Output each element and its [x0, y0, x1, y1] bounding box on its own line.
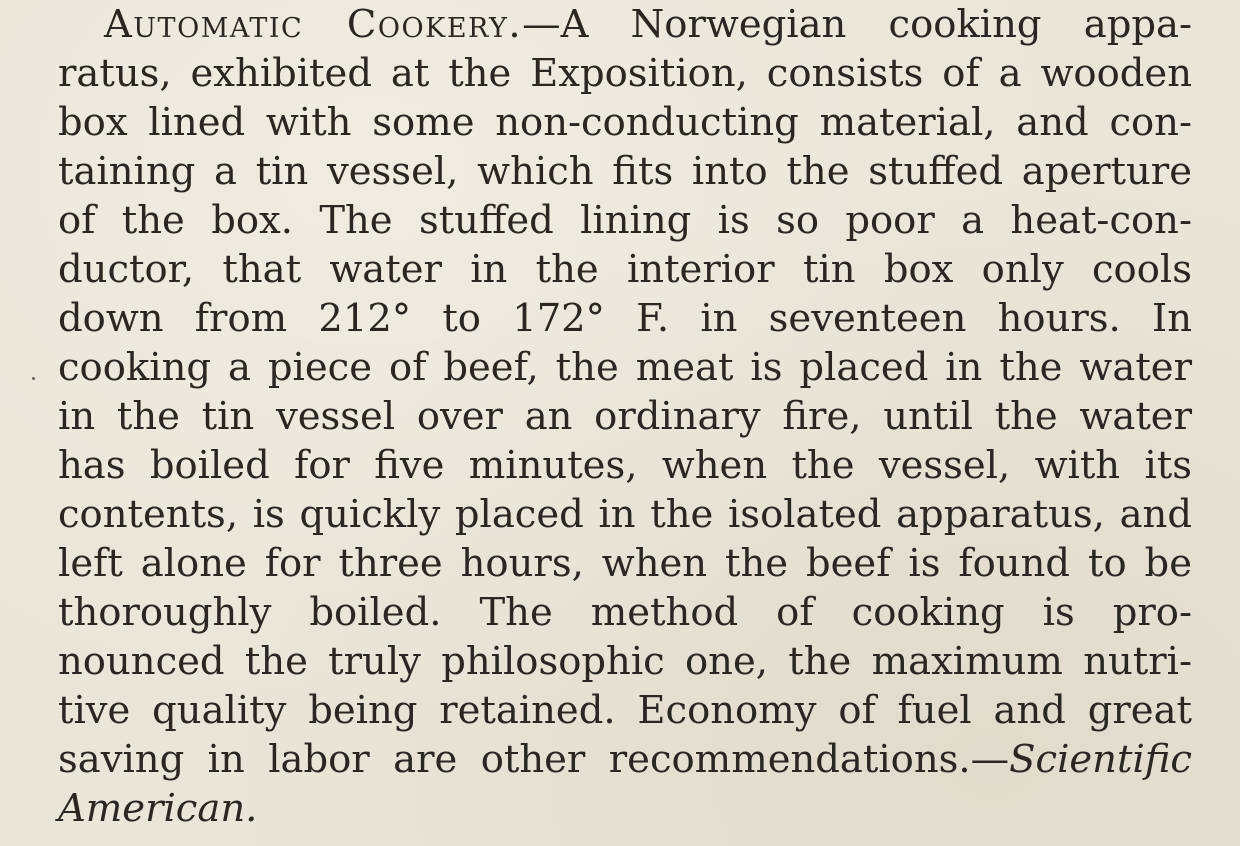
article-line-14: nounced the truly philosophic one, the maximum nutri- [58, 639, 1192, 684]
article-line-2: ratus, exhibited at the Exposition, consists of a wooden [58, 51, 1192, 96]
print-speck [32, 377, 35, 380]
article-line-8: cooking a piece of beef, the meat is placed in the water [58, 345, 1192, 390]
source-citation-part2: American. [58, 786, 258, 831]
article-text-line: saving in labor are other recommendations.— [58, 737, 1010, 782]
article-text-line: —A Norwegian cooking appa- [522, 2, 1192, 47]
article-line-6: ductor, that water in the interior tin box only cools [58, 247, 1192, 292]
source-citation-part1: Scientific [1009, 737, 1192, 782]
article-line-9: in the tin vessel over an ordinary fire, until the water [58, 394, 1192, 439]
article-line-1 [104, 0, 1192, 49]
article-line-4: taining a tin vessel, which fits into the stuffed aperture [58, 149, 1192, 194]
article-line-10: has boiled for five minutes, when the vessel, with its [58, 443, 1192, 488]
article-line-12: left alone for three hours, when the beef is found to be [58, 541, 1192, 586]
article-line-7: down from 212° to 172° F. in seventeen hours. In [58, 296, 1192, 341]
article-line-11: contents, is quickly placed in the isolated apparatus, and [58, 492, 1192, 537]
article-line-3: box lined with some non-conducting material, and con- [58, 100, 1192, 145]
article-line-17 [58, 784, 257, 833]
article-line-15: tive quality being retained. Economy of fuel and great [58, 688, 1192, 733]
article-line-16 [58, 735, 1192, 784]
article-heading: Automatic Cookery. [104, 2, 523, 47]
article-line-5: of the box. The stuffed lining is so poor a heat-con- [58, 198, 1192, 243]
article-line-13: thoroughly boiled. The method of cooking is pro- [58, 590, 1192, 635]
